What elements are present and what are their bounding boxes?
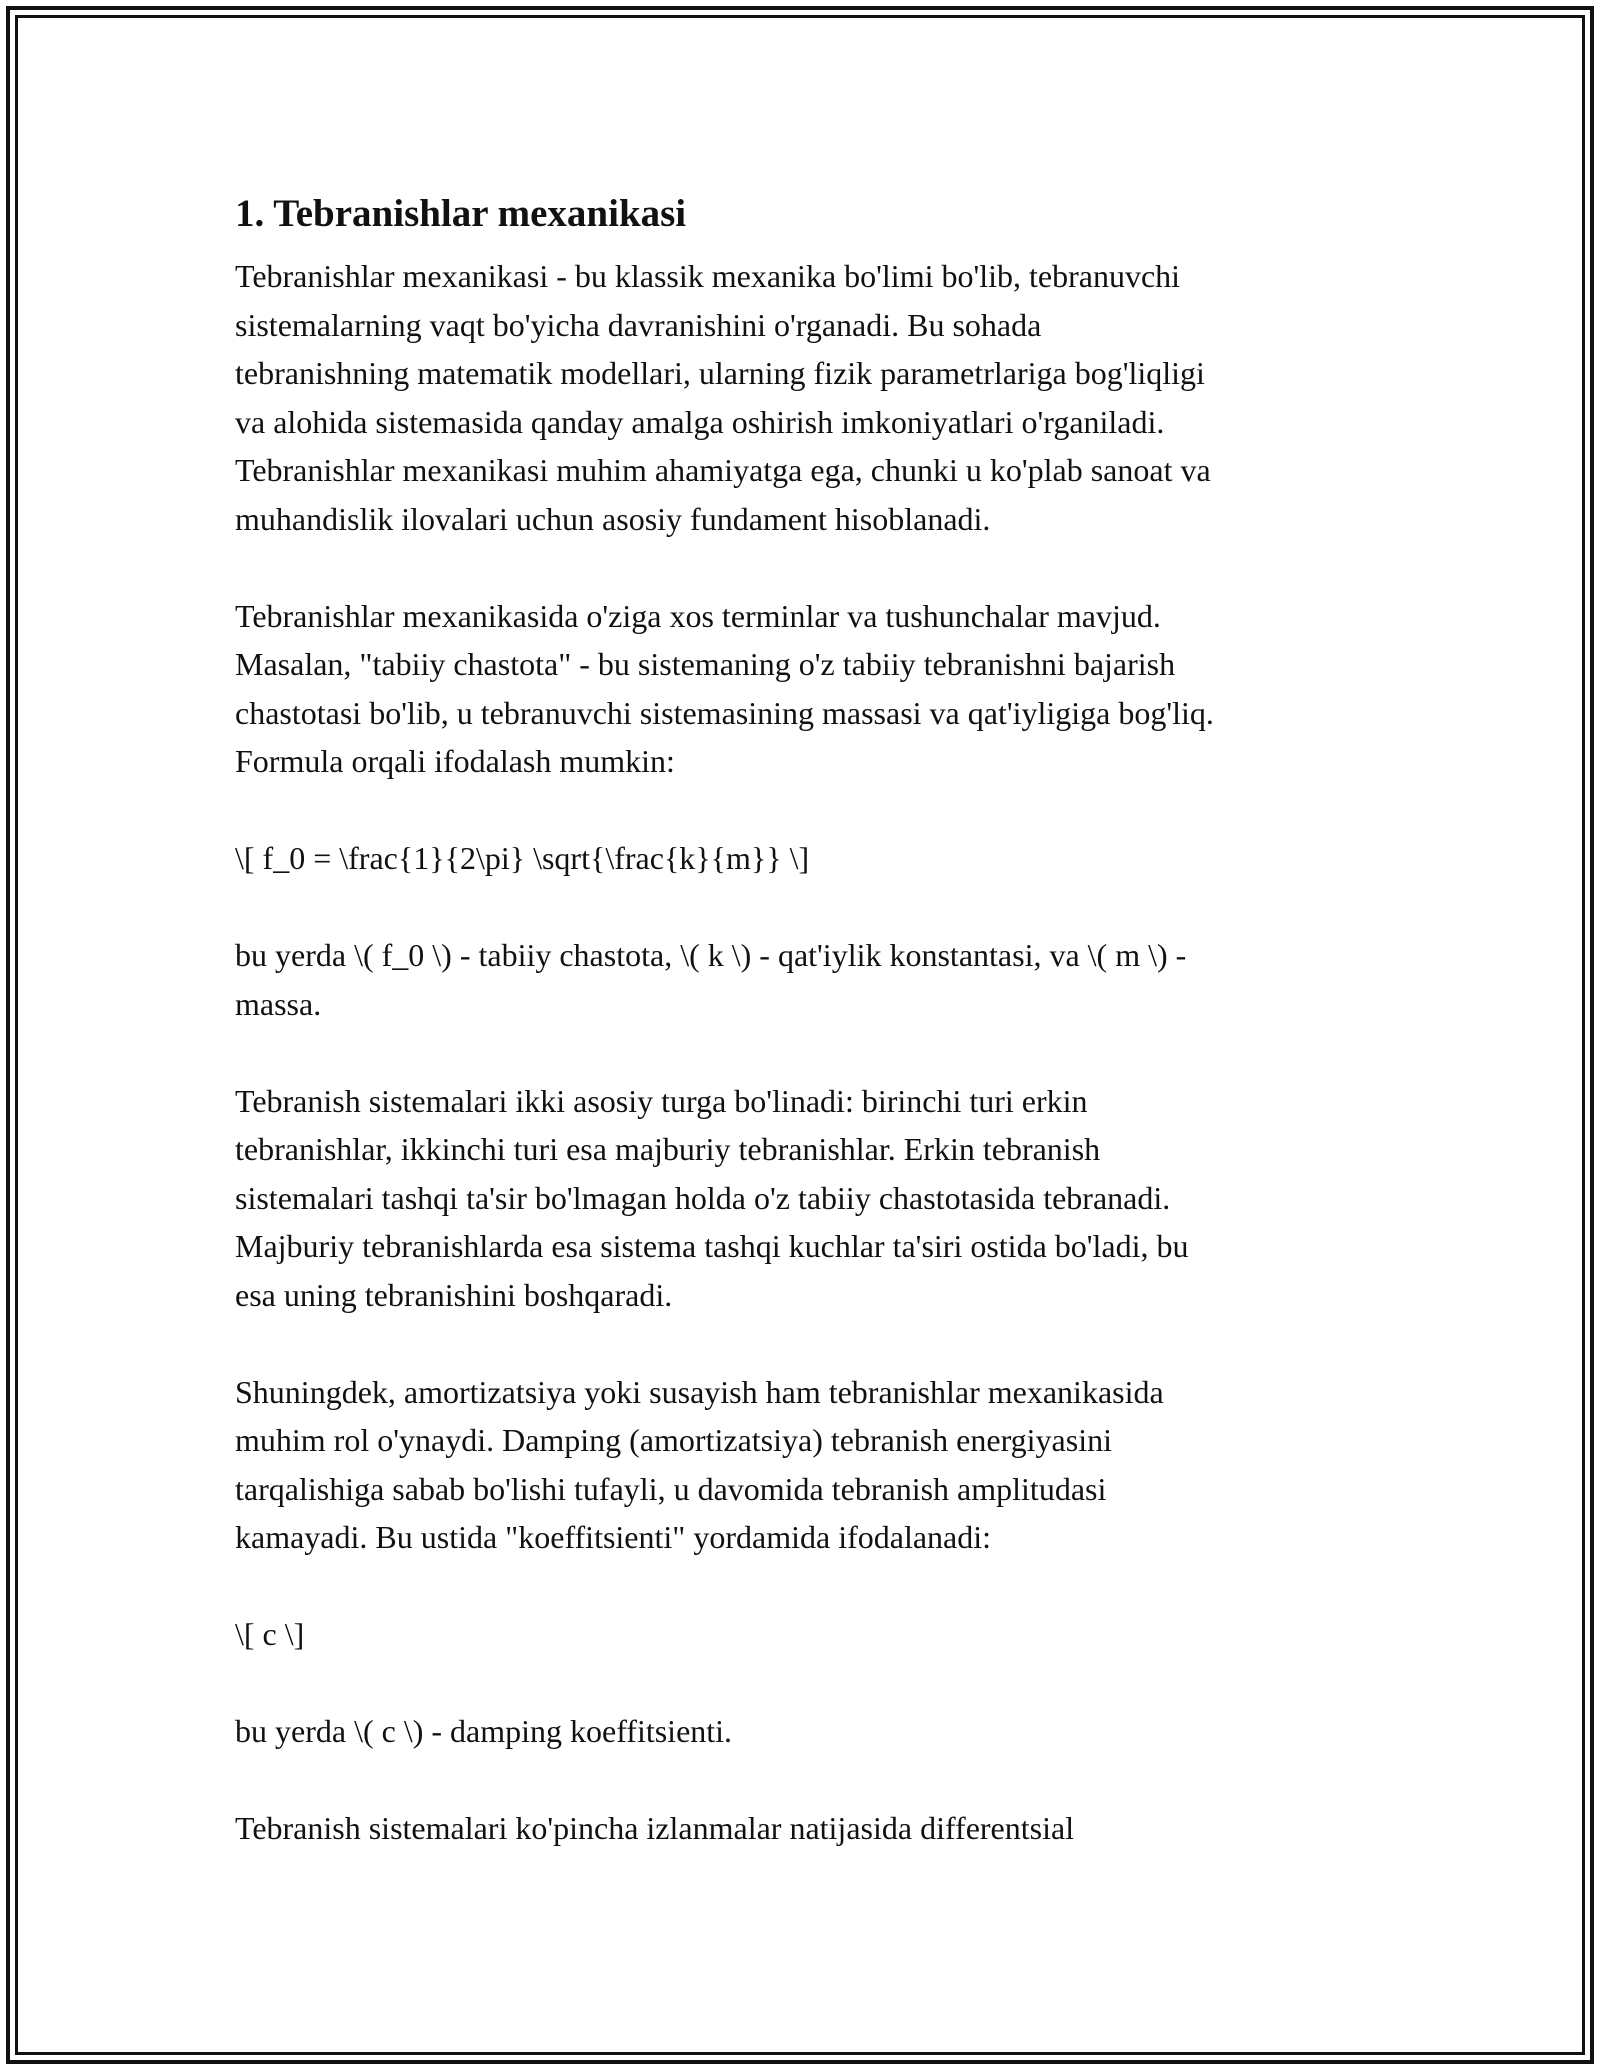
formula-damping: \[ c \] <box>235 1616 305 1652</box>
paragraph-formula-legend: bu yerda \( f_0 \) - tabiiy chastota, \( k \) - qat'iylik konstantasi, va \( m \) - massa. <box>235 937 1187 1022</box>
section-heading: 1. Tebranishlar mexanikasi <box>235 192 687 235</box>
paragraph-damping: Shuningdek, amortizatsiya yoki susayish ham tebranishlar mexanikasida muhim rol o'ynaydi. Damping (amortizatsiya) tebranish energiyasini tarqalishiga sabab bo'lishi tufayli, u davomida tebranish amplitudasi kamayadi. Bu ustida "koeffitsienti" yordamida ifodalanadi: <box>235 1373 1164 1555</box>
paragraph-damping-legend: bu yerda \( c \) - damping koeffitsienti. <box>235 1713 733 1749</box>
paragraph-differential: Tebranish sistemalari ko'pincha izlanmalar natijasida differentsial <box>235 1810 1075 1846</box>
document-body <box>235 188 1370 1901</box>
paragraph-natural-frequency: Tebranishlar mexanikasida o'ziga xos terminlar va tushunchalar mavjud. Masalan, "tabiiy chastota" - bu sistemaning o'z tabiiy tebranishni bajarish chastotasi bo'lib, u tebranuvchi sistemasining massasi va qat'iyligiga bog'liq. Formula orqali ifodalash mumkin: <box>235 597 1214 779</box>
paragraph-intro: Tebranishlar mexanikasi - bu klassik mexanika bo'limi bo'lib, tebranuvchi sistemalarning vaqt bo'yicha davranishini o'rganadi. Bu sohada tebranishning matematik modellari, ularning fizik parametrlariga bog'liqligi va alohida sistemasida qanday amalga oshirish imkoniyatlari o'rganiladi. Tebranishlar mexanikasi muhim ahamiyatga ega, chunki u ko'plab sanoat va muhandislik ilovalari uchun asosiy fundament hisoblanadi. <box>235 258 1211 537</box>
formula-natural-frequency: \[ f_0 = \frac{1}{2\pi} \sqrt{\frac{k}{m}} \] <box>235 840 810 876</box>
paragraph-oscillation-types: Tebranish sistemalari ikki asosiy turga bo'linadi: birinchi turi erkin tebranishlar, ikkinchi turi esa majburiy tebranishlar. Erkin tebranish sistemalari tashqi ta'sir bo'lmagan holda o'z tabiiy chastotasida tebranadi. Majburiy tebranishlarda esa sistema tashqi kuchlar ta'siri ostida bo'ladi, bu esa uning tebranishini boshqaradi. <box>235 1082 1189 1313</box>
